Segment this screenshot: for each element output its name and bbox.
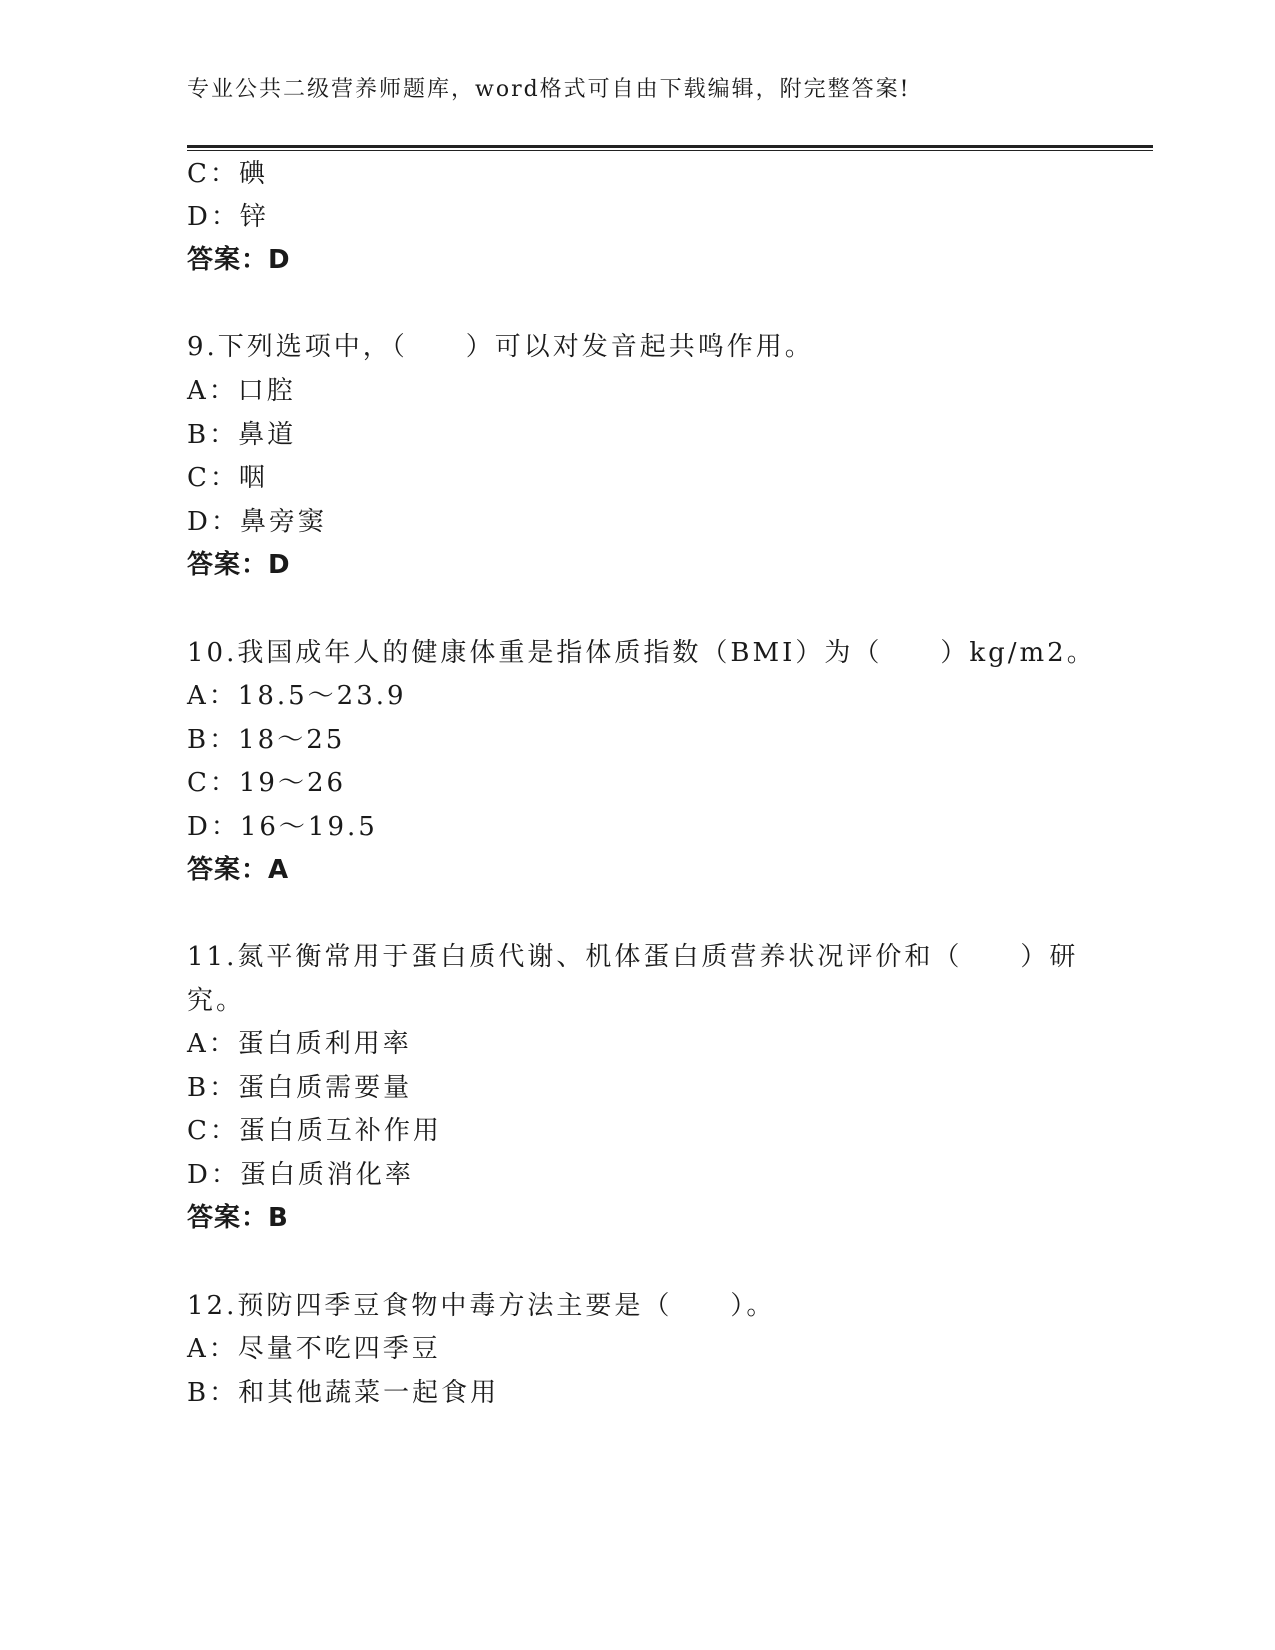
option-c: C：碘 — [187, 159, 268, 189]
option-d: D：锌 — [187, 202, 269, 232]
answer-label: 答案：D — [187, 550, 291, 580]
question-stem-continued: 究。 — [187, 986, 246, 1016]
option-b: B：18～25 — [187, 725, 346, 755]
question-stem: 12.预防四季豆食物中毒方法主要是（ ）。 — [187, 1291, 776, 1321]
page-header: 专业公共二级营养师题库，word格式可自由下载编辑，附完整答案! — [187, 77, 911, 102]
question-stem: 10.我国成年人的健康体重是指体质指数（BMI）为（ ）kg/m2。 — [187, 638, 1096, 668]
option-b: B：蛋白质需要量 — [187, 1073, 413, 1103]
option-d: D：鼻旁窦 — [187, 507, 327, 537]
option-a: A：蛋白质利用率 — [187, 1029, 412, 1059]
header-rule-thin — [187, 150, 1153, 151]
answer-label: 答案：D — [187, 245, 291, 275]
option-a: A：尽量不吃四季豆 — [187, 1334, 441, 1364]
question-stem: 11.氮平衡常用于蛋白质代谢、机体蛋白质营养状况评价和（ ）研 — [187, 942, 1079, 972]
option-a: A：18.5～23.9 — [187, 681, 407, 711]
header-rule-thick — [187, 145, 1153, 148]
option-b: B：鼻道 — [187, 420, 297, 450]
option-c: C：咽 — [187, 463, 268, 493]
question-stem: 9.下列选项中，（ ）可以对发音起共鸣作用。 — [187, 332, 814, 362]
option-c: C：19～26 — [187, 768, 347, 798]
option-b: B：和其他蔬菜一起食用 — [187, 1378, 500, 1408]
option-d: D：蛋白质消化率 — [187, 1160, 414, 1190]
answer-label: 答案：B — [187, 1203, 289, 1233]
option-a: A：口腔 — [187, 376, 296, 406]
option-c: C：蛋白质互补作用 — [187, 1116, 442, 1146]
answer-label: 答案：A — [187, 855, 290, 885]
option-d: D：16～19.5 — [187, 812, 378, 842]
